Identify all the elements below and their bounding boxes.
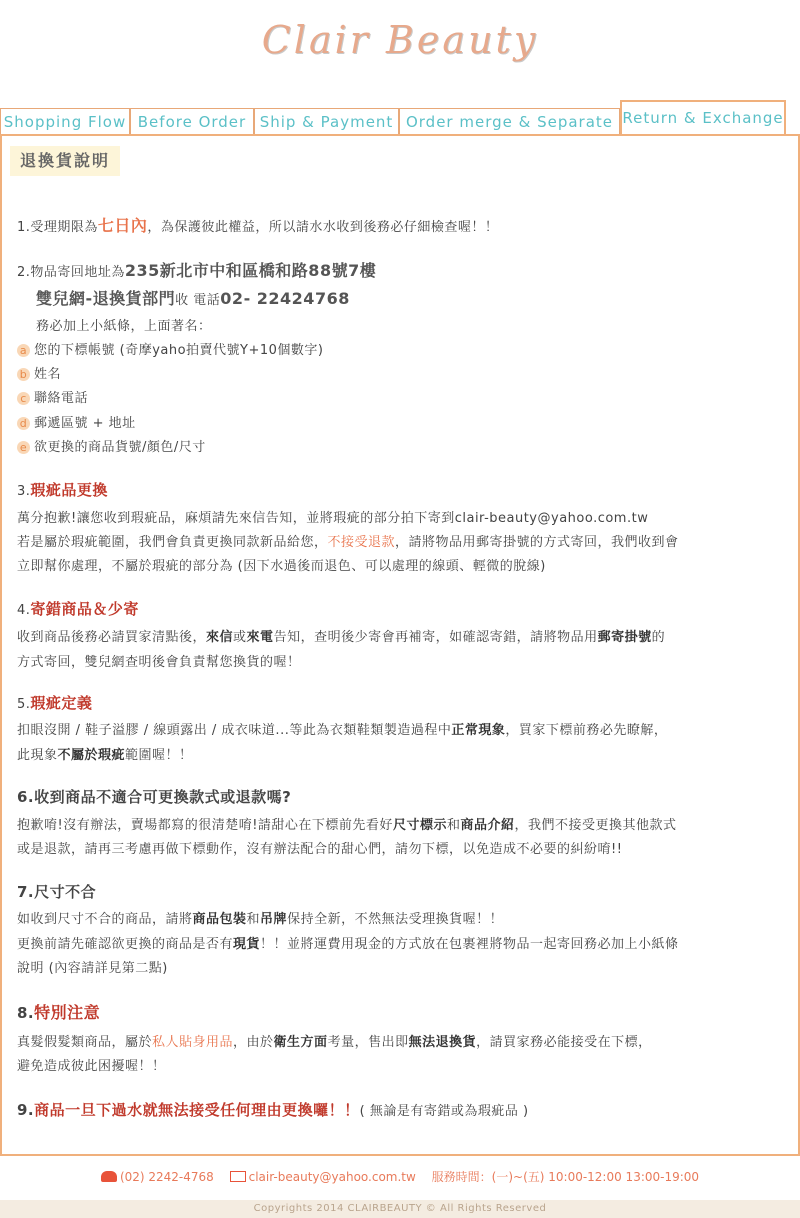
- s3-line-1: 萬分抱歉!讓您收到瑕疵品，麻煩請先來信告知，並將瑕疵的部分拍下寄到clair-beauty@yahoo.com.tw: [17, 511, 649, 526]
- list-item-d: d 郵遞區號 + 地址: [17, 412, 136, 431]
- list-item-a: a 您的下標帳號 (奇摩yaho拍賣代號Y+10個數字): [17, 339, 324, 358]
- s2-dept: 雙兒網-退換貨部門收 電話02- 22424768: [36, 289, 350, 308]
- s5-line-1: 扣眼沒開 / 鞋子溢膠 / 線頭露出 / 成衣味道...等此為衣類鞋類製造過程中正常現象，買家下標前務必先瞭解，: [17, 723, 668, 738]
- tab-shopping-flow[interactable]: Shopping Flow: [0, 108, 130, 134]
- s1-line: 1.受理期限為七日內，為保護彼此權益，所以請水水收到後務必仔細檢查喔！！: [17, 216, 499, 235]
- s8-line-2: 避免造成彼此困擾喔！！: [17, 1059, 166, 1074]
- s2-address: 2.物品寄回地址為235新北市中和區橋和路88號7樓: [17, 261, 377, 280]
- footer-phone[interactable]: (02) 2242-4768: [101, 1170, 214, 1184]
- s4-heading: 4.寄錯商品＆少寄: [17, 600, 139, 618]
- copyright: Copyrights 2014 CLAIRBEAUTY © All Rights Reserved: [0, 1200, 800, 1218]
- footer-hours: 服務時間：(一)~(五) 10:00-12:00 13:00-19:00: [431, 1170, 700, 1184]
- s3-heading: 3.瑕疵品更換: [17, 481, 108, 499]
- tab-before-order[interactable]: Before Order: [130, 108, 254, 134]
- s7-line-3: 說明 (內容請詳見第二點): [17, 961, 168, 976]
- tab-order-merge[interactable]: Order merge & Separate: [399, 108, 620, 134]
- s6-line-1: 抱歉唷!沒有辦法，賣場都寫的很清楚唷!請甜心在下標前先看好尺寸標示和商品介紹，我們不接受更換其他款式: [17, 818, 677, 833]
- s5-line-2: 此現象不屬於瑕疵範圍喔！！: [17, 748, 193, 763]
- s4-line-1: 收到商品後務必請買家清點後，來信或來電告知，查明後少寄會再補寄，如確認寄錯，請將物品用郵寄掛號的: [17, 630, 666, 645]
- list-item-e: e 欲更換的商品貨號/顏色/尺寸: [17, 436, 206, 455]
- s7-heading: 7.尺寸不合: [17, 883, 97, 901]
- tab-return-exchange[interactable]: Return & Exchange: [620, 100, 786, 134]
- s7-line-1: 如收到尺寸不合的商品，請將商品包裝和吊牌保持全新，不然無法受理換貨喔！！: [17, 912, 504, 927]
- s2-note: 務必加上小紙條，上面著名：: [36, 319, 212, 334]
- tab-bar: [0, 100, 800, 136]
- s4-line-2: 方式寄回，雙兒網查明後會負責幫您換貨的喔！: [17, 655, 301, 670]
- list-item-b: b 姓名: [17, 363, 61, 382]
- s3-line-2: 若是屬於瑕疵範圍，我們會負責更換同款新品給您，不接受退款，請將物品用郵寄掛號的方式寄回，我們收到會: [17, 535, 679, 550]
- s5-heading: 5.瑕疵定義: [17, 694, 93, 712]
- footer-contact: [0, 1168, 800, 1194]
- s6-line-2: 或是退款，請再三考慮再做下標動作，沒有辦法配合的甜心們，請勿下標，以免造成不必要的糾紛唷!!: [17, 842, 623, 857]
- mail-icon: [230, 1171, 246, 1182]
- s9-line: 9.商品一旦下過水就無法接受任何理由更換囉！！( 無論是有寄錯或為瑕疵品 ): [17, 1101, 529, 1119]
- s6-heading: 6.收到商品不適合可更換款式或退款嗎?: [17, 788, 292, 806]
- s8-line-1: 真髮假髮類商品，屬於私人貼身用品，由於衛生方面考量，售出即無法退換貨，請買家務必能接受在下標，: [17, 1035, 652, 1050]
- list-item-c: c 聯絡電話: [17, 387, 88, 406]
- s7-line-2: 更換前請先確認欲更換的商品是否有現貨！！並將運費用現金的方式放在包裹裡將物品一起寄回務必加上小紙條: [17, 937, 679, 952]
- s3-line-3: 立即幫你處理，不屬於瑕疵的部分為 (因下水過後而退色、可以處理的線頭、輕微的脫線): [17, 559, 546, 574]
- tab-ship-payment[interactable]: Ship & Payment: [254, 108, 399, 134]
- phone-icon: [101, 1171, 117, 1182]
- s8-heading: 8.特別注意: [17, 1003, 101, 1022]
- footer-email[interactable]: clair-beauty@yahoo.com.tw: [230, 1170, 416, 1184]
- logo: Clair Beauty: [261, 18, 539, 62]
- section-title: 退換貨說明: [10, 146, 120, 176]
